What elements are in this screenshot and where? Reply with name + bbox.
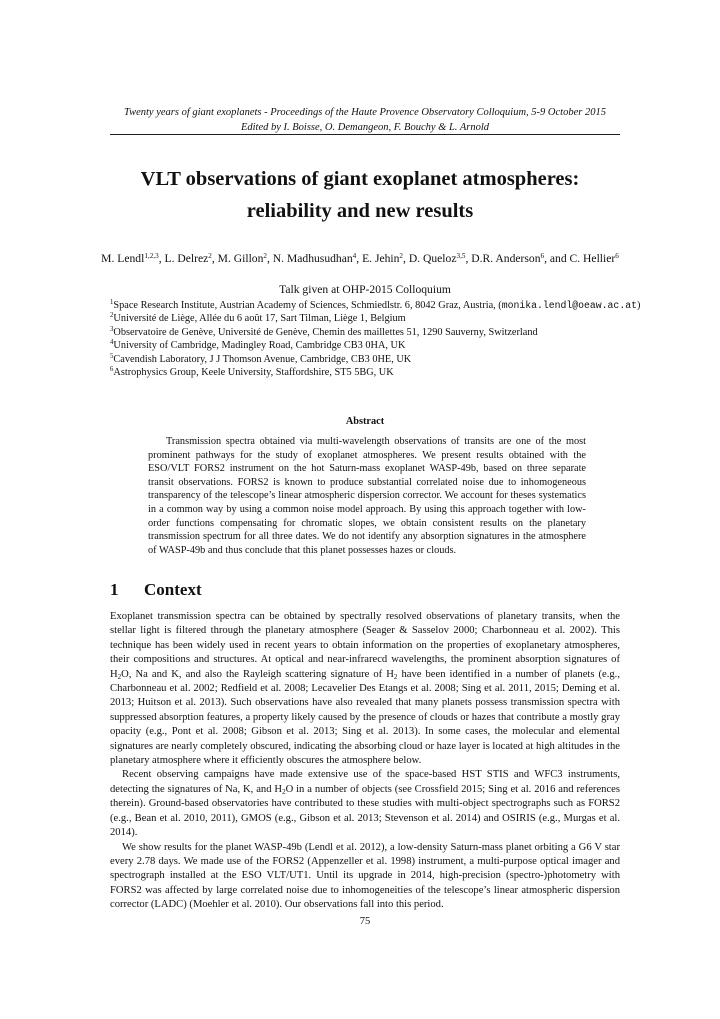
header-rule — [110, 134, 620, 135]
body-paragraph — [110, 841, 620, 913]
author-affiliation-marker: 2 — [399, 252, 404, 260]
abstract-text: Transmission spectra obtained via multi-wavelength observations of transits are one of the most prominent pathways for the study of exoplanet atmospheres. We present results obtained with the ESO/VLT FORS2 instrument on the hot Saturn-mass exoplanet WASP-49b, based on three separate transit observations. FORS2 is known to produce substantial correlated noise due to inhomogeneous transparency of the telescope’s linear atmospheric dispersion corrector. We account for theses systematics in a common way by using a common noise model approach. By using this approach together with low-order functions compensating for chromatic slopes, we obtain consistent results on the planetary transmission spectrum for all three dates. We do not identify any absorption signatures in the atmosphere of WASP-49b and thus conclude that this planet possesses hazes or clouds. — [148, 436, 586, 556]
author-separator: , — [465, 252, 472, 265]
text-run: We show results for the planet WASP-49b (Lendl et al. 2012), a low-density Saturn-mass planet orbiting a G6 V star every 2.78 days. We made use of the FORS2 (Appenzeller et al. 1998) instrument, a multi-purpose optical imager and spectrograph installed at the ESO VLT/UT1. Until its upgrade in 2014, high-precision (spectro-)photometry with FORS2 was affected by large correlated noise due to inhomogeneities of the telescope’s linear atmospheric dispersion corrector (LADC) (Moehler et al. 2010). Our observations fall into this period. — [110, 841, 620, 911]
running-head-line-1: Twenty years of giant exoplanets - Proceedings of the Haute Provence Observatory Colloquium, 5-9 October 2015 — [124, 107, 606, 118]
affiliation-number: 2 — [110, 312, 114, 320]
running-head — [110, 105, 620, 135]
affiliation-item — [110, 339, 630, 352]
subscript: 2 — [117, 672, 122, 681]
affiliation-number: 4 — [110, 339, 114, 347]
section-title: Context — [144, 580, 202, 599]
affiliation-text: Observatoire de Genève, Université de Genève, Chemin des maillettes 51, 1290 Sauverny, Switzerland — [113, 326, 538, 338]
author-affiliation-marker: 1,2,3 — [144, 252, 159, 260]
author-affiliation-marker: 2 — [208, 252, 212, 260]
body-paragraph — [110, 768, 620, 840]
author-separator: , and — [544, 252, 570, 265]
author-separator: , — [403, 252, 409, 265]
author-affiliation-marker: 6 — [540, 252, 545, 260]
title-line-2: reliability and new results — [246, 200, 474, 222]
subscript: 2 — [282, 787, 286, 796]
text-run: Exoplanet transmission spectra can be obtained by spectrally resolved observations of planetary transits, when the stellar light is filtered through the planetary atmosphere (Seager & Sasselov 2000; Charbonneau et al. 2002). This technique has been widely used in recent years to obtain information on the properties of exoplanetary atmospheres, their compositions and structures. At optical and near-infrarecd wavelengths, the prominent absorption signatures of H — [110, 611, 620, 680]
author-list — [20, 251, 700, 267]
affiliation-number: 5 — [110, 352, 114, 360]
affiliation-email: monika.lendl@oeaw.ac.at — [501, 300, 637, 311]
running-head-line-2: Edited by I. Boisse, O. Demangeon, F. Bouchy & L. Arnold — [240, 122, 490, 133]
section-body — [110, 610, 620, 913]
author-separator: , — [158, 252, 165, 265]
text-run: Recent observing campaigns have made extensive use of the space-based HST STIS and WFC3 instruments, detecting the signatures of Na, K, and H — [110, 769, 620, 795]
author-name: E. Jehin — [362, 252, 400, 265]
text-run: have been identified in a number of planets (e.g., Charbonneau et al. 2002; Redfield et al. 2008; Lecavelier Des Etangs et al. 2008; Sing et al. 2011, 2015; Deming et al. 2013; Huitson et al. 2013). Such observations have also revealed that many planets possess transmission spectra with suppressed absorption features, a property likely caused by the presence of clouds or hazes that contribute a mostly gray opacity (e.g., Pont et al. 2008; Gibson et al. 2013; Sing et al. 2013). In some cases, the molecular and elemental signatures are nearly completely obscured, indicating the absorbing cloud or haze layer is located at high altitudes in the planetary atmosphere where it efficiently obscures the atmosphere below. — [110, 668, 620, 767]
author-affiliation-marker: 6 — [615, 252, 619, 260]
affiliation-item — [110, 326, 630, 339]
affiliation-text: Cavendish Laboratory, J J Thomson Avenue, Cambridge, CB3 0HE, UK — [113, 353, 412, 365]
affiliation-text: University of Cambridge, Madingley Road, Cambridge CB3 0HA, UK — [113, 340, 406, 352]
affiliation-number: 6 — [110, 366, 114, 374]
author-separator: , — [356, 252, 363, 265]
author-name: C. Hellier — [569, 252, 616, 265]
text-run: O in a number of objects (see Crossfield 2015; Sing et al. 2016 and references therein). Ground-based observatories have contributed to these studies with multi-object spectrographs such as FORS2 (e.g., Bean et al. 2010, 2011), GMOS (e.g., Gibson et al. 2013; Stevenson et al. 2014) and OSIRIS (e.g., Murgas et al. 2014). — [110, 783, 620, 839]
author-separator: , — [211, 252, 218, 265]
author-name: M. Gillon — [217, 252, 264, 265]
body-paragraph — [110, 610, 620, 768]
author-separator: , — [267, 252, 273, 265]
author-name: M. Lendl — [101, 252, 145, 265]
talk-note: Talk given at OHP-2015 Colloquium — [279, 283, 451, 296]
section-number: 1 — [110, 580, 119, 599]
title-line-1: VLT observations of giant exoplanet atmospheres: — [140, 168, 580, 190]
page-number: 75 — [359, 916, 371, 927]
author-name: D.R. Anderson — [471, 252, 541, 265]
abstract-heading: Abstract — [345, 416, 385, 427]
affiliation-item — [110, 366, 630, 379]
affiliation-text: Astrophysics Group, Keele University, Staffordshire, ST5 5BG, UK — [113, 367, 394, 379]
affiliation-item — [110, 353, 630, 366]
author-affiliation-marker: 3,5 — [456, 252, 466, 260]
affiliation-tail: ) — [636, 300, 641, 311]
text-run: O, Na and K, and also the Rayleigh scattering signature of H — [121, 668, 394, 680]
affiliation-number: 3 — [110, 325, 114, 333]
affiliation-text: Université de Liège, Allée du 6 août 17, Sart Tilman, Liège 1, Belgium — [113, 313, 406, 325]
section-heading — [110, 579, 620, 601]
paper-title — [60, 163, 660, 227]
affiliation-number: 1 — [110, 299, 114, 306]
subscript: 2 — [393, 672, 398, 681]
author-affiliation-marker: 2 — [263, 252, 267, 260]
affiliation-list — [110, 299, 641, 379]
author-affiliation-marker: 4 — [352, 252, 357, 260]
author-name: D. Queloz — [408, 252, 457, 265]
affiliation-item — [110, 312, 630, 325]
affiliation-text: Space Research Institute, Austrian Academy of Sciences, Schmiedlstr. 6, 8042 Graz, Austria, ( — [113, 300, 502, 311]
affiliation-item — [110, 299, 641, 312]
author-name: N. Madhusudhan — [272, 252, 353, 265]
author-name: L. Delrez — [164, 252, 209, 265]
